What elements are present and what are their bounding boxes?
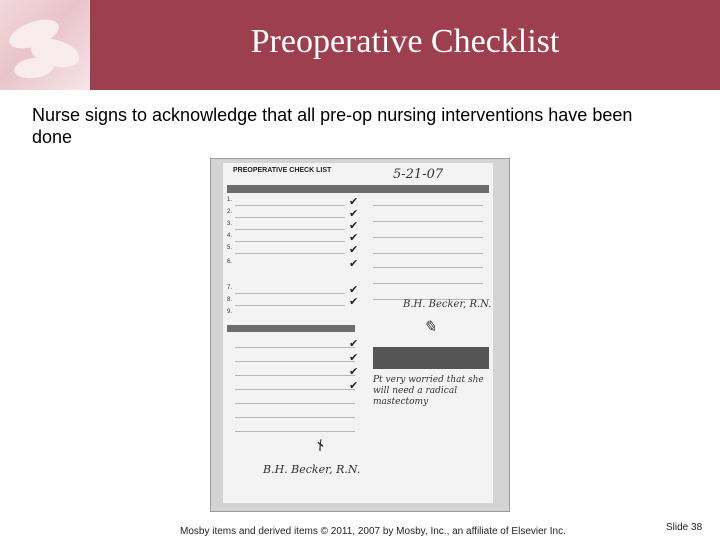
handwritten-note: Pt very worried that she will need a radical mastectomy (373, 375, 484, 407)
check-mark-icon: ✔ (349, 258, 359, 270)
item-number: 1. (227, 197, 233, 203)
section-header-band (227, 185, 489, 193)
item-number: 3. (227, 221, 233, 227)
checklist-page (223, 163, 493, 503)
form-line (235, 305, 345, 306)
check-mark-icon: ✔ (349, 338, 359, 350)
form-line (373, 267, 483, 268)
section-header-band (227, 325, 355, 332)
form-line (373, 205, 483, 206)
item-number: 8. (227, 297, 233, 303)
form-line (373, 283, 483, 284)
check-mark-icon: ✔ (349, 380, 359, 392)
item-number: 5. (227, 245, 233, 251)
form-line (235, 361, 355, 362)
form-line (235, 389, 355, 390)
form-line (235, 229, 345, 230)
form-line (235, 217, 345, 218)
item-number: 6. (227, 259, 233, 265)
document-date: 5-21-07 (393, 167, 444, 182)
title-bar (0, 0, 720, 90)
none-scribble: ✗ (311, 437, 329, 455)
slide-subtitle: Nurse signs to acknowledge that all pre-op nursing interventions have been done (32, 105, 633, 147)
form-line (235, 431, 355, 432)
check-mark-icon: ✔ (349, 196, 359, 208)
form-line (235, 417, 355, 418)
form-line (235, 293, 345, 294)
form-line (235, 241, 345, 242)
item-number: 7. (227, 285, 233, 291)
instruction-box (373, 347, 489, 369)
nurse-signature: B.H. Becker, R.N. (263, 463, 361, 476)
form-line (373, 253, 483, 254)
form-line (235, 347, 355, 348)
form-line (373, 237, 483, 238)
item-number: 9. (227, 309, 233, 315)
hands-photo-icon (0, 0, 90, 90)
checklist-document-image (210, 158, 510, 512)
copyright-footer: Mosby items and derived items © 2011, 2007 by Mosby, Inc., an affiliate of Elsevier Inc. (180, 526, 566, 537)
item-number: 4. (227, 233, 233, 239)
form-line (235, 205, 345, 206)
check-mark-icon: ✔ (349, 232, 359, 244)
form-line (373, 221, 483, 222)
check-mark-icon: ✔ (349, 296, 359, 308)
check-mark-icon: ✔ (349, 366, 359, 378)
form-line (235, 403, 355, 404)
form-line (235, 253, 345, 254)
check-mark-icon: ✔ (349, 220, 359, 232)
form-line (235, 375, 355, 376)
document-title: PREOPERATIVE CHECK LIST (233, 167, 332, 174)
check-mark-icon: ✔ (349, 284, 359, 296)
check-mark-icon: ✔ (349, 244, 359, 256)
slide-number: Slide 38 (666, 522, 703, 533)
nurse-signature: B.H. Becker, R.N. (403, 299, 492, 310)
signature-scribble: ✎ (423, 317, 437, 336)
check-mark-icon: ✔ (349, 352, 359, 364)
check-mark-icon: ✔ (349, 208, 359, 220)
item-number: 2. (227, 209, 233, 215)
slide-title: Preoperative Checklist (250, 23, 560, 60)
